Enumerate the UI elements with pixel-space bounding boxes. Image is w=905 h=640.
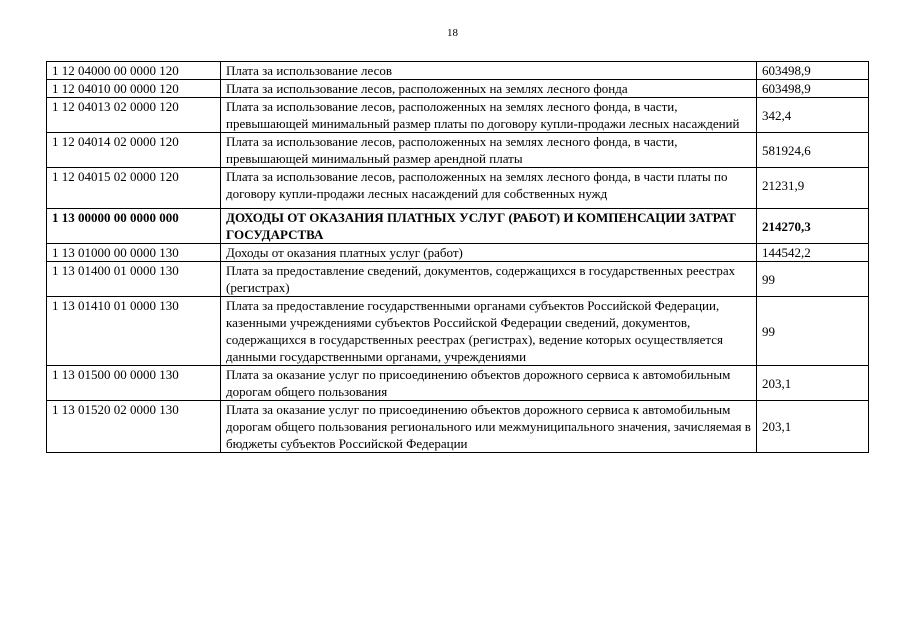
table-row xyxy=(47,244,869,262)
revenue-amount: 214270,3 xyxy=(757,209,869,244)
table-row-section-heading xyxy=(47,209,869,244)
revenue-amount: 99 xyxy=(757,297,869,366)
revenue-amount: 99 xyxy=(757,262,869,297)
revenue-amount: 203,1 xyxy=(757,401,869,453)
table-row xyxy=(47,80,869,98)
revenue-amount: 581924,6 xyxy=(757,133,869,168)
revenue-amount: 342,4 xyxy=(757,98,869,133)
revenue-name: Плата за использование лесов, расположенных на землях лесного фонда xyxy=(221,80,757,98)
revenue-amount: 144542,2 xyxy=(757,244,869,262)
revenue-code: 1 13 01410 01 0000 130 xyxy=(47,297,221,366)
revenue-name: ДОХОДЫ ОТ ОКАЗАНИЯ ПЛАТНЫХ УСЛУГ (РАБОТ) И КОМПЕНСАЦИИ ЗАТРАТ ГОСУДАРСТВА xyxy=(221,209,757,244)
revenue-code: 1 12 04000 00 0000 120 xyxy=(47,62,221,80)
revenue-code: 1 12 04014 02 0000 120 xyxy=(47,133,221,168)
revenue-code: 1 12 04013 02 0000 120 xyxy=(47,98,221,133)
table-row xyxy=(47,297,869,366)
revenue-name: Плата за оказание услуг по присоединению объектов дорожного сервиса к автомобильным дорогам общего пользования регионального или межмуниципального значения, зачисляемая в бюджеты субъектов Российской Федерации xyxy=(221,401,757,453)
revenue-amount: 603498,9 xyxy=(757,62,869,80)
revenue-code: 1 13 01520 02 0000 130 xyxy=(47,401,221,453)
revenue-name: Плата за предоставление государственными органами субъектов Российской Федерации, казенными учреждениями субъектов Российской Федерации сведений, документов, содержащихся в государственных реестрах (регистрах), ведение которых осуществляется данными государственными органами, учреждениями xyxy=(221,297,757,366)
table-row xyxy=(47,262,869,297)
revenue-code: 1 13 01400 01 0000 130 xyxy=(47,262,221,297)
revenue-code: 1 13 01000 00 0000 130 xyxy=(47,244,221,262)
revenue-name: Плата за оказание услуг по присоединению объектов дорожного сервиса к автомобильным дорогам общего пользования xyxy=(221,366,757,401)
revenue-name: Плата за использование лесов xyxy=(221,62,757,80)
table-row xyxy=(47,62,869,80)
table-row xyxy=(47,366,869,401)
table-row xyxy=(47,401,869,453)
table-row xyxy=(47,98,869,133)
revenue-name: Плата за использование лесов, расположенных на землях лесного фонда, в части, превышающей минимальный размер платы по договору купли-продажи лесных насаждений xyxy=(221,98,757,133)
table-row xyxy=(47,168,869,209)
revenue-code: 1 13 00000 00 0000 000 xyxy=(47,209,221,244)
revenue-amount: 603498,9 xyxy=(757,80,869,98)
revenue-amount: 203,1 xyxy=(757,366,869,401)
budget-revenue-table xyxy=(46,61,869,453)
table-row xyxy=(47,133,869,168)
revenue-name: Плата за предоставление сведений, документов, содержащихся в государственных реестрах (регистрах) xyxy=(221,262,757,297)
revenue-name: Доходы от оказания платных услуг (работ) xyxy=(221,244,757,262)
revenue-code: 1 12 04015 02 0000 120 xyxy=(47,168,221,209)
revenue-amount: 21231,9 xyxy=(757,168,869,209)
revenue-code: 1 13 01500 00 0000 130 xyxy=(47,366,221,401)
page-number: 18 xyxy=(447,27,458,39)
revenue-code: 1 12 04010 00 0000 120 xyxy=(47,80,221,98)
revenue-name: Плата за использование лесов, расположенных на землях лесного фонда, в части, превышающей минимальный размер арендной платы xyxy=(221,133,757,168)
revenue-name: Плата за использование лесов, расположенных на землях лесного фонда, в части платы по договору купли-продажи лесных насаждений для собственных нужд xyxy=(221,168,757,209)
